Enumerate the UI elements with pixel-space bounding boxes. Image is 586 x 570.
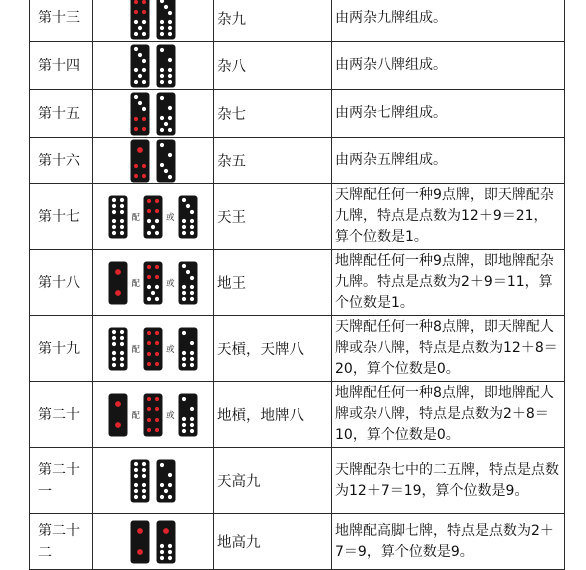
domino-pip — [168, 115, 172, 119]
domino-pip — [160, 127, 164, 131]
domino-pip — [168, 11, 172, 15]
domino-group — [93, 139, 213, 183]
domino-pip — [181, 218, 185, 222]
domino-group — [93, 252, 213, 314]
domino-pip — [189, 224, 193, 228]
domino-tile — [156, 139, 176, 183]
table-row — [30, 514, 565, 570]
name-cell: 地槓，地牌八 — [214, 382, 332, 448]
domino-tile — [156, 0, 176, 40]
domino-pip — [134, 116, 138, 120]
table-row — [30, 250, 565, 316]
domino-pip — [112, 230, 116, 234]
domino-body — [157, 139, 176, 182]
domino-pip — [181, 416, 185, 420]
domino-pip — [160, 115, 164, 119]
domino-pip — [164, 488, 168, 492]
name-cell: 杂五 — [214, 138, 332, 184]
domino-pip — [120, 335, 124, 339]
domino-pip — [151, 224, 155, 228]
domino-pip — [120, 203, 124, 207]
domino-pip — [181, 290, 185, 294]
domino-pip — [134, 0, 138, 4]
domino-body — [109, 393, 128, 436]
domino-pip — [185, 269, 189, 273]
domino-pip — [168, 73, 172, 77]
domino-pip — [138, 100, 142, 104]
description-cell: 地牌配任何一种8点牌，即地牌配人牌或杂八牌，特点是点数为2＋8＝10，算个位数是0。 — [332, 382, 565, 448]
domino-pip — [168, 20, 172, 24]
domino-pip — [168, 26, 172, 30]
domino-body — [144, 327, 163, 370]
domino-pip — [181, 428, 185, 432]
domino-pip — [137, 147, 143, 153]
domino-body — [178, 327, 197, 370]
domino-pip — [147, 208, 151, 212]
domino-pip — [168, 494, 172, 498]
domino-pip — [147, 330, 151, 334]
domino-group — [93, 515, 213, 569]
description-cell: 由两杂九牌组成。 — [332, 0, 565, 42]
domino-pip — [142, 10, 146, 14]
domino-pip — [160, 162, 164, 166]
domino-pip — [155, 208, 159, 212]
domino-pip — [181, 350, 185, 354]
domino-pip — [120, 230, 124, 234]
domino-pip — [134, 79, 138, 83]
domino-pip — [134, 126, 138, 130]
domino-pip — [168, 32, 172, 36]
table-row — [30, 448, 565, 514]
domino-tile — [143, 393, 163, 437]
domino-body — [144, 261, 163, 304]
table-row — [30, 90, 565, 138]
domino-pip — [168, 549, 172, 553]
domino-pip — [168, 127, 172, 131]
domino-pip — [155, 218, 159, 222]
domino-pip — [155, 264, 159, 268]
domino-body — [131, 520, 150, 563]
domino-pip — [181, 263, 185, 267]
connector-label: 配 — [131, 212, 140, 223]
domino-group — [93, 43, 213, 89]
rank-cell: 第二十 — [30, 382, 93, 448]
domino-tile — [143, 195, 163, 239]
domino-body — [178, 393, 197, 436]
domino-pip — [120, 341, 124, 345]
domino-pip — [116, 290, 122, 296]
domino-body — [144, 195, 163, 238]
domino-pip — [147, 230, 151, 234]
domino-group — [93, 91, 213, 137]
domino-pip — [160, 95, 164, 99]
domino-pip — [112, 335, 116, 339]
connector-label: 配 — [131, 278, 140, 289]
domino-tile — [156, 44, 176, 88]
tiles-cell — [93, 138, 214, 184]
domino-pip — [160, 494, 164, 498]
domino-pip — [137, 528, 143, 534]
domino-pip — [189, 428, 193, 432]
domino-pip — [189, 275, 193, 279]
domino-pip — [120, 197, 124, 201]
domino-pip — [142, 67, 146, 71]
domino-tile — [178, 393, 198, 437]
domino-pip — [151, 290, 155, 294]
domino-group — [93, 384, 213, 446]
domino-pip — [160, 79, 164, 83]
table-row — [30, 0, 565, 42]
domino-tile — [108, 195, 128, 239]
domino-pip — [116, 401, 122, 407]
domino-pip — [142, 106, 146, 110]
domino-body — [131, 139, 150, 182]
domino-pip — [120, 224, 124, 228]
domino-pip — [138, 26, 142, 30]
domino-pip — [112, 224, 116, 228]
rank-cell: 第十四 — [30, 42, 93, 90]
domino-pip — [155, 361, 159, 365]
domino-pip — [189, 296, 193, 300]
domino-pip — [112, 218, 116, 222]
domino-pip — [112, 356, 116, 360]
domino-body — [144, 393, 163, 436]
tiles-cell — [93, 0, 214, 42]
domino-pip — [181, 330, 185, 334]
domino-pip — [155, 351, 159, 355]
domino-pip — [134, 494, 138, 498]
domino-tile — [143, 327, 163, 371]
domino-pip — [189, 209, 193, 213]
domino-pip — [147, 417, 151, 421]
domino-pip — [160, 67, 164, 71]
domino-body — [178, 195, 197, 238]
table-row — [30, 382, 565, 448]
domino-pip — [142, 494, 146, 498]
table-body — [30, 0, 565, 570]
domino-pip — [134, 482, 138, 486]
domino-pip — [189, 290, 193, 294]
domino-pip — [168, 543, 172, 547]
domino-pip — [137, 549, 143, 555]
domino-pip — [138, 73, 142, 77]
domino-pip — [142, 32, 146, 36]
domino-pip — [155, 340, 159, 344]
tiles-cell — [93, 514, 214, 570]
name-cell: 天高九 — [214, 448, 332, 514]
domino-pip — [155, 230, 159, 234]
table-row — [30, 138, 565, 184]
connector-label: 或 — [166, 278, 175, 289]
domino-pip — [142, 163, 146, 167]
domino-pip — [160, 32, 164, 36]
domino-pip — [189, 340, 193, 344]
name-cell: 天王 — [214, 184, 332, 250]
domino-pip — [189, 362, 193, 366]
domino-group — [93, 186, 213, 248]
domino-pip — [147, 198, 151, 202]
domino-pip — [155, 417, 159, 421]
domino-tile — [156, 520, 176, 564]
domino-pip — [142, 58, 146, 62]
domino-tile — [108, 261, 128, 305]
domino-tile — [130, 92, 150, 136]
name-cell: 杂九 — [214, 0, 332, 42]
domino-body — [157, 520, 176, 563]
domino-pip — [134, 461, 138, 465]
tiles-cell — [93, 42, 214, 90]
domino-pip — [168, 67, 172, 71]
name-cell: 地王 — [214, 250, 332, 316]
domino-pip — [155, 296, 159, 300]
domino-pip — [164, 121, 168, 125]
description-cell: 地牌配任何一种9点牌，即地牌配杂九牌。特点是点数为2＋9＝11，算个位数是1。 — [332, 250, 565, 316]
domino-pip — [147, 264, 151, 268]
connector-label: 配 — [131, 410, 140, 421]
domino-pip — [181, 230, 185, 234]
description-cell: 由两杂五牌组成。 — [332, 138, 565, 184]
domino-body — [131, 92, 150, 135]
domino-pip — [181, 362, 185, 366]
connector-label: 或 — [166, 410, 175, 421]
domino-pip — [142, 116, 146, 120]
domino-pip — [155, 427, 159, 431]
tiles-cell — [93, 184, 214, 250]
domino-pip — [160, 549, 164, 553]
domino-tile — [130, 520, 150, 564]
domino-pip — [112, 197, 116, 201]
domino-pip — [155, 406, 159, 410]
domino-body — [131, 459, 150, 502]
domino-pip — [120, 350, 124, 354]
domino-pip — [134, 10, 138, 14]
rank-cell: 第十九 — [30, 316, 93, 382]
rank-cell: 第十八 — [30, 250, 93, 316]
domino-pip — [185, 203, 189, 207]
domino-pip — [155, 330, 159, 334]
domino-pip — [181, 422, 185, 426]
domino-pip — [120, 356, 124, 360]
domino-pip — [168, 482, 172, 486]
domino-pip — [147, 396, 151, 400]
domino-body — [131, 0, 150, 40]
domino-tile — [130, 0, 150, 40]
domino-pip — [189, 356, 193, 360]
domino-pip — [181, 396, 185, 400]
domino-body — [178, 261, 197, 304]
domino-body — [109, 327, 128, 370]
tiles-cell — [93, 316, 214, 382]
domino-body — [157, 44, 176, 87]
domino-pip — [147, 218, 151, 222]
domino-pip — [168, 79, 172, 83]
domino-pip — [134, 467, 138, 471]
domino-pip — [142, 0, 146, 4]
domino-pip — [147, 427, 151, 431]
tiles-cell — [93, 448, 214, 514]
domino-tile — [143, 261, 163, 305]
domino-pip — [160, 73, 164, 77]
tiles-cell — [93, 382, 214, 448]
domino-pip — [134, 163, 138, 167]
rank-cell: 第十五 — [30, 90, 93, 138]
domino-pip — [181, 296, 185, 300]
connector-label: 或 — [166, 344, 175, 355]
domino-pip — [147, 296, 151, 300]
domino-tile — [130, 139, 150, 183]
domino-pip — [168, 174, 172, 178]
domino-pip — [147, 340, 151, 344]
table-row — [30, 316, 565, 382]
domino-body — [131, 44, 150, 87]
domino-pip — [142, 79, 146, 83]
domino-pip — [168, 105, 172, 109]
domino-pip — [160, 142, 164, 146]
domino-group — [93, 0, 213, 41]
description-cell: 由两杂七牌组成。 — [332, 90, 565, 138]
domino-pip — [168, 57, 172, 61]
domino-tile — [130, 459, 150, 503]
domino-pip — [116, 269, 122, 275]
domino-tile — [178, 195, 198, 239]
domino-pip — [189, 284, 193, 288]
domino-pip — [181, 197, 185, 201]
domino-pip — [164, 168, 168, 172]
domino-pip — [134, 173, 138, 177]
domino-pip — [142, 482, 146, 486]
rank-cell: 第十六 — [30, 138, 93, 184]
domino-tile — [178, 261, 198, 305]
name-cell: 天槓，天牌八 — [214, 316, 332, 382]
rank-cell: 第十七 — [30, 184, 93, 250]
domino-pip — [120, 218, 124, 222]
domino-body — [157, 92, 176, 135]
rank-cell: 第二十二 — [30, 514, 93, 570]
domino-pip — [155, 198, 159, 202]
domino-pip — [134, 488, 138, 492]
domino-pip — [142, 173, 146, 177]
domino-pip — [112, 362, 116, 366]
domino-pip — [189, 350, 193, 354]
table-row — [30, 184, 565, 250]
domino-pip — [134, 67, 138, 71]
domino-pip — [189, 422, 193, 426]
domino-tile — [178, 327, 198, 371]
domino-pip — [147, 284, 151, 288]
rank-cell: 第十三 — [30, 0, 93, 42]
domino-pip — [112, 341, 116, 345]
domino-pip — [147, 351, 151, 355]
name-cell: 杂八 — [214, 42, 332, 90]
name-cell: 杂七 — [214, 90, 332, 138]
domino-pip — [189, 218, 193, 222]
domino-pip — [160, 20, 164, 24]
domino-pip — [160, 543, 164, 547]
domino-body — [157, 459, 176, 502]
rank-cell: 第二十一 — [30, 448, 93, 514]
description-cell: 天牌配任何一种8点牌，即天牌配人牌或杂八牌，特点是点数为12＋8＝20，算个位数是0。 — [332, 316, 565, 382]
description-cell: 由两杂八牌组成。 — [332, 42, 565, 90]
domino-pip — [134, 20, 138, 24]
domino-pip — [189, 230, 193, 234]
domino-pip — [142, 488, 146, 492]
domino-tile — [108, 393, 128, 437]
domino-pip — [160, 26, 164, 30]
domino-tile — [108, 327, 128, 371]
domino-group — [93, 449, 213, 513]
description-cell: 天牌配任何一种9点牌，即天牌配杂九牌，特点是点数为12＋9＝21，算个位数是1。 — [332, 184, 565, 250]
domino-pip — [155, 284, 159, 288]
connector-label: 配 — [131, 344, 140, 355]
domino-pip — [160, 462, 164, 466]
domino-pip — [168, 472, 172, 476]
domino-pip — [120, 209, 124, 213]
tiles-cell — [93, 250, 214, 316]
domino-pip — [134, 473, 138, 477]
domino-pip — [142, 467, 146, 471]
domino-pip — [134, 94, 138, 98]
domino-pip — [164, 5, 168, 9]
domino-pip — [147, 406, 151, 410]
connector-label: 或 — [166, 212, 175, 223]
domino-pip — [181, 284, 185, 288]
domino-pip — [189, 406, 193, 410]
domino-pip — [112, 209, 116, 213]
domino-pip — [160, 555, 164, 559]
domino-pip — [142, 461, 146, 465]
domino-pip — [112, 203, 116, 207]
domino-pip — [142, 126, 146, 130]
domino-pip — [116, 422, 122, 428]
name-cell: 地高九 — [214, 514, 332, 570]
tiles-cell — [93, 90, 214, 138]
domino-pip — [112, 350, 116, 354]
domino-pip — [160, 482, 164, 486]
domino-pip — [120, 362, 124, 366]
domino-pip — [134, 32, 138, 36]
domino-rank-table — [29, 0, 565, 570]
domino-pip — [147, 361, 151, 365]
table-row — [30, 42, 565, 90]
domino-pip — [168, 152, 172, 156]
domino-pip — [138, 52, 142, 56]
domino-tile — [130, 44, 150, 88]
domino-pip — [181, 356, 185, 360]
domino-pip — [112, 329, 116, 333]
domino-tile — [156, 92, 176, 136]
domino-pip — [120, 329, 124, 333]
domino-body — [109, 261, 128, 304]
domino-pip — [189, 416, 193, 420]
domino-pip — [147, 274, 151, 278]
domino-group — [93, 318, 213, 379]
domino-pip — [155, 396, 159, 400]
description-cell: 天牌配杂七中的二五牌，特点是点数为12＋7＝19，算个位数是9。 — [332, 448, 565, 514]
domino-pip — [181, 224, 185, 228]
domino-tile — [156, 459, 176, 503]
domino-pip — [163, 528, 169, 534]
domino-pip — [142, 20, 146, 24]
description-cell: 地牌配高脚七牌，特点是点数为2＋7＝9，算个位数是9。 — [332, 514, 565, 570]
domino-body — [109, 195, 128, 238]
domino-pip — [134, 46, 138, 50]
domino-pip — [142, 473, 146, 477]
domino-pip — [168, 555, 172, 559]
domino-pip — [155, 274, 159, 278]
domino-pip — [160, 47, 164, 51]
